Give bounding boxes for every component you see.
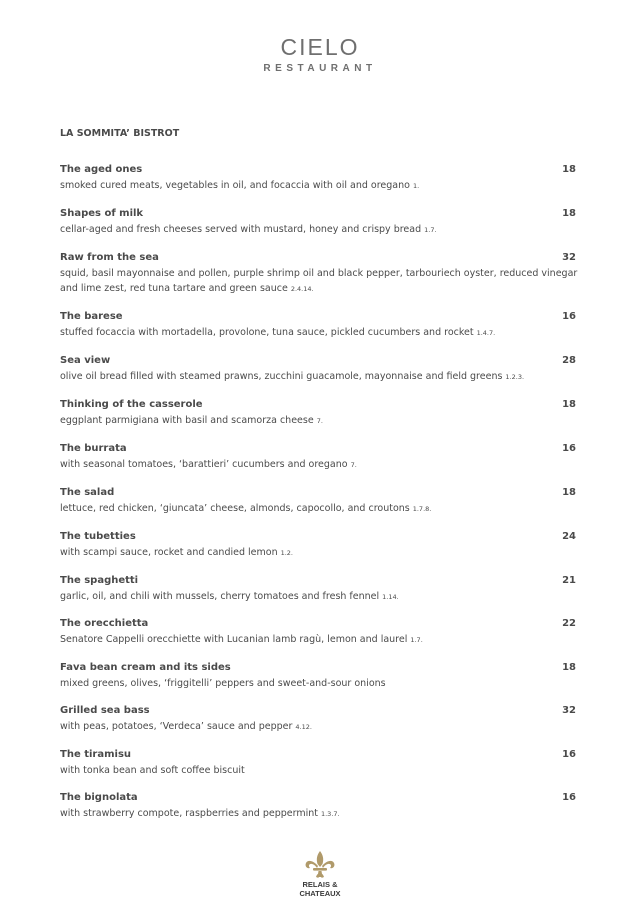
menu-item	[60, 310, 578, 342]
menu-item-name: Fava bean cream and its sides	[60, 662, 231, 674]
menu-item-description-text: garlic, oil, and chili with mussels, cherry tomatoes and fresh fennel	[60, 590, 380, 602]
menu-item-description	[60, 325, 578, 342]
menu-item	[60, 748, 578, 779]
brand-name: CIELO	[280, 34, 360, 60]
menu-item-price: 16	[562, 442, 576, 454]
menu-item-description-text: stuffed focaccia with mortadella, provolone, tuna sauce, pickled cucumbers and rocket	[60, 327, 474, 339]
menu-item-description-text: smoked cured meats, vegetables in oil, and focaccia with oil and oregano	[60, 180, 410, 191]
menu-item-price: 18	[562, 486, 576, 498]
restaurant-logo	[0, 34, 640, 74]
menu-item-name: Sea view	[60, 355, 111, 367]
menu-item-description-text: mixed greens, olives, ‘friggitelli’ peppers and sweet-and-sour onions	[60, 678, 386, 690]
menu-item-name: Shapes of milk	[60, 207, 144, 219]
menu-item-allergens: 4.12.	[295, 723, 312, 732]
menu-item	[60, 398, 578, 430]
menu-item-name: The aged ones	[60, 164, 143, 175]
menu-item-price: 16	[562, 749, 576, 761]
menu-item-name: The salad	[60, 486, 115, 498]
menu-item-description-text: lettuce, red chicken, ‘giuncata’ cheese, almonds, capocollo, and croutons	[60, 502, 410, 514]
menu-item-allergens: 2.4.14.	[290, 285, 314, 294]
menu-item-name: The barese	[60, 311, 123, 323]
menu-item-price: 16	[562, 311, 576, 323]
menu-item-description	[60, 413, 578, 430]
menu-item	[60, 207, 578, 239]
menu-item-allergens: 1.	[412, 182, 420, 190]
menu-item-description	[60, 545, 578, 562]
menu-item-description	[60, 222, 578, 239]
menu-item-description	[60, 501, 578, 518]
menu-item	[60, 617, 578, 649]
menu-item-description	[60, 676, 578, 692]
menu-item-name: The tiramisu	[60, 749, 132, 761]
menu-item-name: Raw from the sea	[60, 251, 159, 263]
menu-item	[60, 704, 578, 736]
menu-item-description	[60, 632, 578, 649]
menu-item-name: The burrata	[60, 442, 127, 454]
menu-item-description	[60, 589, 578, 606]
menu-item-description-text: with seasonal tomatoes, ‘barattieri’ cucumbers and oregano	[60, 458, 348, 470]
menu-item-description-text: eggplant parmigiana with basil and scamorza cheese	[60, 414, 314, 426]
menu-item-price: 18	[562, 207, 576, 219]
menu-item-description-text: with tonka bean and soft coffee biscuit	[60, 765, 245, 777]
menu-item-description	[60, 369, 578, 386]
menu-item	[60, 661, 578, 692]
menu-item-description-text: Senatore Cappelli orecchiette with Lucanian lamb ragù, lemon and laurel	[60, 634, 408, 646]
menu-item-description	[60, 457, 578, 474]
menu-item-price: 32	[562, 705, 576, 717]
menu-item-allergens: 1.7.	[410, 636, 423, 645]
menu-item	[60, 354, 578, 386]
menu-item-price: 32	[562, 251, 576, 263]
menu-items-list	[60, 163, 578, 835]
menu-item-price: 28	[562, 355, 576, 367]
menu-item-price: 18	[562, 662, 576, 674]
menu-item-allergens: 1.7.8.	[412, 504, 432, 513]
menu-item-allergens: 1.7.	[424, 225, 437, 234]
menu-item-description-text: with scampi sauce, rocket and candied lemon	[60, 546, 278, 558]
section-title: LA SOMMITA’ BISTROT	[60, 128, 180, 139]
menu-item-description	[60, 178, 578, 195]
menu-item-price: 21	[562, 574, 576, 586]
menu-item	[60, 442, 578, 474]
menu-item-allergens: 1.4.7.	[476, 329, 496, 338]
relais-line1: RELAIS &	[302, 880, 338, 889]
menu-item-description-text: cellar-aged and fresh cheeses served with mustard, honey and crispy bread	[60, 223, 422, 235]
menu-item-price: 22	[562, 618, 576, 630]
menu-item	[60, 530, 578, 562]
menu-item-description	[60, 266, 578, 298]
menu-item	[60, 791, 578, 823]
menu-item-description-text: with peas, potatoes, ‘Verdeca’ sauce and pepper	[60, 721, 293, 733]
menu-item-allergens: 1.2.3.	[505, 373, 525, 382]
menu-item-description-text: squid, basil mayonnaise and pollen, purple shrimp oil and black pepper, tarbouriech oyster, reduced vinegar and lime zest, red tuna tartare and green sauce	[60, 267, 578, 295]
menu-item-price: 16	[562, 791, 576, 803]
menu-item-price: 24	[562, 530, 576, 542]
brand-subtitle: RESTAURANT	[263, 63, 377, 74]
menu-item-name: The spaghetti	[60, 574, 139, 586]
menu-item-description	[60, 763, 578, 779]
menu-item-allergens: 7.	[316, 416, 323, 425]
menu-item-description-text: with strawberry compote, raspberries and peppermint	[60, 807, 318, 819]
menu-item-name: Thinking of the casserole	[60, 398, 203, 410]
menu-item-description	[60, 719, 578, 736]
menu-item-name: The orecchietta	[60, 618, 149, 630]
menu-item-allergens: 7.	[350, 460, 357, 469]
menu-item	[60, 574, 578, 606]
menu-item	[60, 251, 578, 298]
menu-item-price: 18	[562, 164, 576, 175]
menu-item-name: The bignolata	[60, 791, 138, 803]
menu-item-description-text: olive oil bread filled with steamed prawns, zucchini guacamole, mayonnaise and field greens	[60, 371, 503, 383]
menu-item-description	[60, 806, 578, 823]
menu-item-name: Grilled sea bass	[60, 705, 150, 717]
menu-item-allergens: 1.2.	[280, 548, 293, 557]
relais-line2: CHATEAUX	[299, 889, 341, 898]
menu-item	[60, 163, 578, 195]
menu-item-price: 18	[562, 398, 576, 410]
fleur-de-lis-icon	[303, 850, 337, 880]
menu-item-allergens: 1.14.	[382, 592, 399, 601]
menu-item	[60, 486, 578, 518]
relais-chateaux-logo	[0, 850, 640, 898]
menu-item-allergens: 1.3.7.	[320, 809, 340, 818]
menu-item-name: The tubetties	[60, 530, 136, 542]
